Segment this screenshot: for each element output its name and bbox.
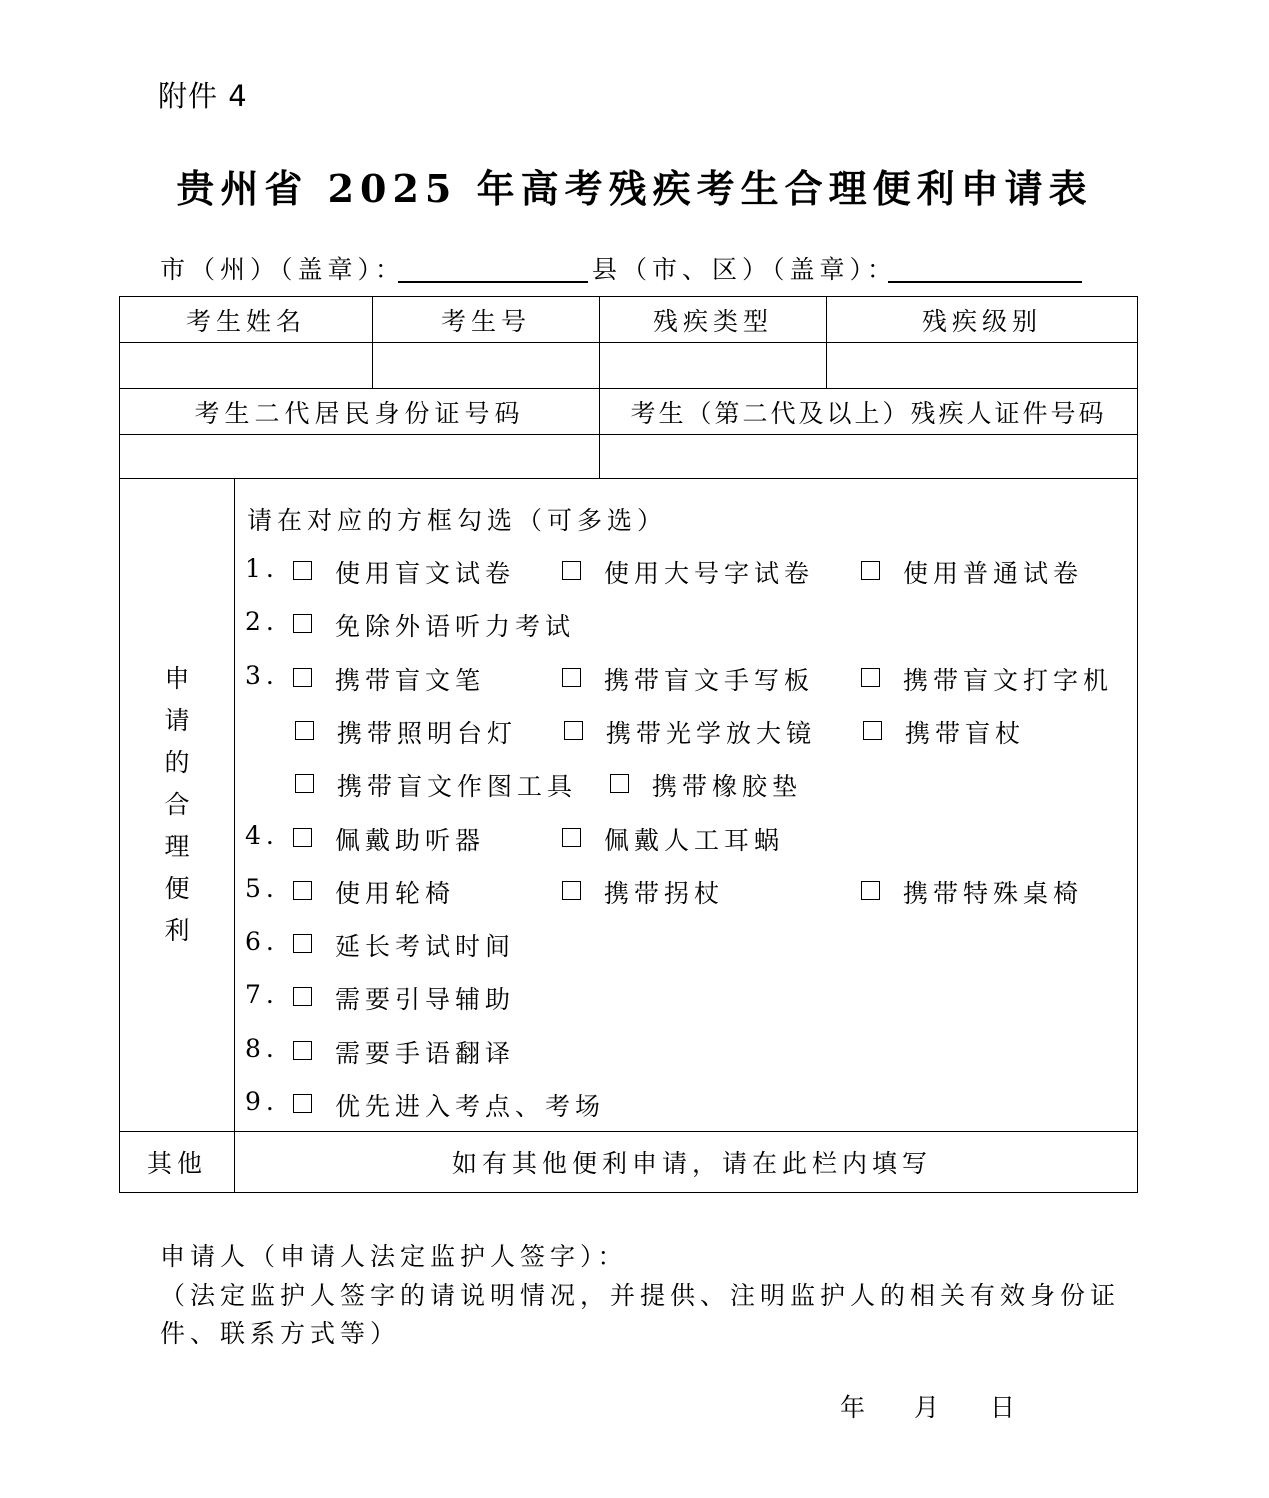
header-exam-number: 考生号 bbox=[373, 297, 600, 343]
checkbox[interactable] bbox=[861, 668, 880, 687]
checkbox[interactable] bbox=[295, 721, 314, 740]
option-label: 需要引导辅助 bbox=[335, 985, 516, 1015]
checkbox[interactable] bbox=[293, 828, 312, 847]
seal-line bbox=[160, 250, 1100, 286]
option-number: 9. bbox=[245, 1087, 279, 1116]
checkbox[interactable] bbox=[293, 1094, 312, 1113]
disability-level-cell[interactable] bbox=[827, 343, 1138, 389]
convenience-label-char: 合 bbox=[164, 790, 190, 819]
option-label: 佩戴人工耳蜗 bbox=[604, 825, 785, 855]
city-seal-blank[interactable] bbox=[398, 281, 588, 283]
checkbox[interactable] bbox=[295, 774, 314, 793]
applicant-sign-label: 申请人（申请人法定监护人签字）： bbox=[160, 1242, 628, 1271]
option-number: 7. bbox=[245, 980, 279, 1010]
checkbox[interactable] bbox=[293, 668, 312, 687]
option-label: 佩戴助听器 bbox=[335, 825, 486, 855]
checkbox[interactable] bbox=[564, 721, 583, 740]
checkbox[interactable] bbox=[610, 774, 629, 793]
option-label: 使用盲文试卷 bbox=[335, 559, 516, 588]
id-card-cell[interactable] bbox=[120, 435, 600, 479]
checkbox[interactable] bbox=[293, 1041, 312, 1060]
option-label: 使用轮椅 bbox=[335, 878, 456, 908]
page-title: 贵州省 2025 年高考残疾考生合理便利申请表 bbox=[176, 166, 1093, 211]
name-cell[interactable] bbox=[120, 343, 373, 389]
date-day: 日 bbox=[990, 1393, 1016, 1422]
option-label: 需要手语翻译 bbox=[335, 1038, 516, 1068]
option-label: 携带盲杖 bbox=[905, 718, 1026, 748]
header-name: 考生姓名 bbox=[120, 297, 373, 343]
checkbox[interactable] bbox=[293, 614, 312, 633]
convenience-label-char: 理 bbox=[164, 832, 190, 861]
option-label: 携带照明台灯 bbox=[337, 718, 518, 748]
option-label: 携带橡胶垫 bbox=[652, 772, 803, 802]
checkbox[interactable] bbox=[861, 561, 880, 580]
convenience-label-char: 的 bbox=[164, 748, 190, 777]
option-label: 免除外语听力考试 bbox=[335, 612, 576, 642]
checkbox[interactable] bbox=[293, 987, 312, 1006]
option-label: 携带特殊桌椅 bbox=[903, 878, 1084, 908]
option-label: 延长考试时间 bbox=[335, 932, 516, 962]
instruction-text: 请在对应的方框勾选（可多选） bbox=[247, 506, 668, 535]
header-disability-type: 残疾类型 bbox=[600, 297, 827, 343]
option-number: 1. bbox=[245, 554, 279, 583]
exam-number-cell[interactable] bbox=[373, 343, 600, 389]
applicant-note-line2: 件、联系方式等） bbox=[160, 1319, 401, 1348]
checkbox[interactable] bbox=[293, 561, 312, 580]
checkbox[interactable] bbox=[293, 881, 312, 900]
header-disability-level: 残疾级别 bbox=[827, 297, 1138, 343]
county-seal-label: 县（市、区）（盖章）： bbox=[592, 255, 898, 284]
convenience-label-char: 申 bbox=[164, 664, 190, 693]
option-label: 携带光学放大镜 bbox=[606, 718, 817, 748]
option-label: 优先进入考点、考场 bbox=[335, 1092, 606, 1121]
convenience-label-char: 利 bbox=[164, 916, 190, 945]
checkbox[interactable] bbox=[861, 881, 880, 900]
option-label: 携带盲文手写板 bbox=[604, 665, 815, 695]
id-card-label: 考生二代居民身份证号码 bbox=[120, 389, 600, 435]
option-number: 5. bbox=[245, 873, 279, 903]
option-label: 使用大号字试卷 bbox=[604, 559, 815, 588]
checkbox[interactable] bbox=[293, 934, 312, 953]
applicant-note-line1: （法定监护人签字的请说明情况，并提供、注明监护人的相关有效身份证 bbox=[160, 1281, 1121, 1310]
other-hint[interactable]: 如有其他便利申请，请在此栏内填写 bbox=[235, 1132, 1138, 1193]
disability-cert-cell[interactable] bbox=[600, 435, 1138, 479]
application-table bbox=[119, 296, 1138, 1193]
disability-type-cell[interactable] bbox=[600, 343, 827, 389]
checkbox[interactable] bbox=[863, 721, 882, 740]
convenience-label-char: 请 bbox=[164, 706, 190, 735]
option-number: 3. bbox=[245, 660, 279, 690]
option-label: 携带盲文作图工具 bbox=[337, 772, 578, 802]
convenience-label-char: 便 bbox=[164, 874, 190, 903]
checkbox[interactable] bbox=[562, 881, 581, 900]
option-label: 使用普通试卷 bbox=[903, 559, 1084, 588]
option-label: 携带盲文打字机 bbox=[903, 665, 1114, 695]
option-label: 携带盲文笔 bbox=[335, 665, 486, 695]
option-label: 携带拐杖 bbox=[604, 878, 725, 908]
convenience-options bbox=[235, 479, 1138, 1132]
disability-cert-label: 考生（第二代及以上）残疾人证件号码 bbox=[600, 389, 1138, 435]
convenience-label bbox=[120, 479, 235, 1132]
checkbox[interactable] bbox=[562, 561, 581, 580]
checkbox[interactable] bbox=[562, 668, 581, 687]
option-number: 6. bbox=[245, 927, 279, 957]
county-seal-blank[interactable] bbox=[888, 281, 1082, 283]
date-month: 月 bbox=[914, 1393, 940, 1422]
checkbox[interactable] bbox=[562, 828, 581, 847]
city-seal-label: 市（州）（盖章）： bbox=[160, 255, 406, 284]
option-number: 4. bbox=[245, 820, 279, 850]
date-year: 年 bbox=[840, 1393, 866, 1422]
annex-label: 附件 4 bbox=[158, 79, 248, 113]
option-number: 2. bbox=[245, 607, 279, 637]
other-label: 其他 bbox=[120, 1132, 235, 1193]
option-number: 8. bbox=[245, 1033, 279, 1063]
